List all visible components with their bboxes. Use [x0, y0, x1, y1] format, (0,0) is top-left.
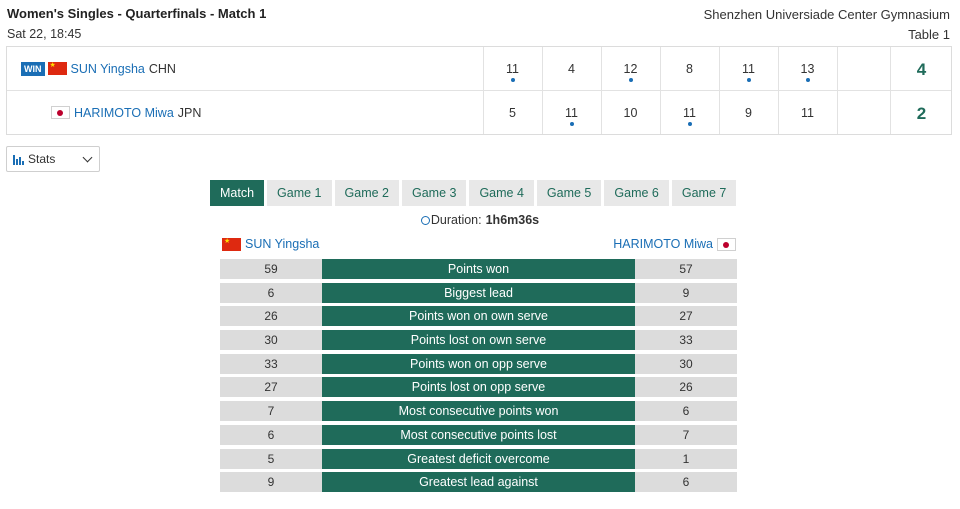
- stat-label: Points won on own serve: [322, 306, 635, 326]
- game-6-score: [778, 47, 836, 90]
- japan-flag-icon: [717, 238, 736, 251]
- game-score-value: 11: [565, 106, 578, 120]
- stat-left-value: 27: [220, 377, 322, 397]
- stats-right-player: [613, 237, 736, 251]
- bar-chart-icon: [13, 154, 24, 165]
- stat-left-value: 6: [220, 283, 322, 303]
- score-row-player-2: [7, 91, 951, 134]
- game-5-score: [719, 47, 777, 90]
- stat-row: [220, 283, 737, 303]
- stat-right-value: 6: [635, 472, 737, 492]
- china-flag-icon: [48, 62, 67, 75]
- tab-game-6[interactable]: Game 6: [604, 180, 668, 206]
- game-score-value: 11: [506, 62, 519, 76]
- stat-row: [220, 259, 737, 279]
- player-1-games-won: 4: [890, 47, 952, 90]
- stat-label: Most consecutive points lost: [322, 425, 635, 445]
- stats-table: [220, 259, 737, 496]
- stat-label: Most consecutive points won: [322, 401, 635, 421]
- game-4-score: [660, 91, 718, 134]
- duration-value: 1h6m36s: [485, 213, 540, 227]
- game-7-score: [837, 47, 895, 90]
- win-badge: WIN: [21, 62, 45, 76]
- stat-row: [220, 330, 737, 350]
- stat-right-value: 9: [635, 283, 737, 303]
- game-score-value: 11: [801, 106, 814, 120]
- tab-match[interactable]: Match: [210, 180, 264, 206]
- stat-label: Points lost on opp serve: [322, 377, 635, 397]
- tab-game-3[interactable]: Game 3: [402, 180, 466, 206]
- stat-left-value: 5: [220, 449, 322, 469]
- tab-game-5[interactable]: Game 5: [537, 180, 601, 206]
- game-won-dot-icon: [570, 122, 574, 126]
- tab-game-2[interactable]: Game 2: [335, 180, 399, 206]
- player-1-name-cell: [21, 47, 176, 90]
- game-3-score: [601, 47, 659, 90]
- stat-row: [220, 401, 737, 421]
- match-title: Women's Singles - Quarterfinals - Match 1: [7, 6, 267, 21]
- game-score-value: 12: [623, 62, 638, 76]
- game-score-value: 11: [742, 62, 755, 76]
- game-won-dot-icon: [806, 78, 810, 82]
- game-4-score: [660, 47, 718, 90]
- player-1-name-link[interactable]: SUN Yingsha: [70, 61, 145, 76]
- game-3-score: [601, 91, 659, 134]
- tab-game-4[interactable]: Game 4: [469, 180, 533, 206]
- stat-label: Points won: [322, 259, 635, 279]
- stats-dropdown[interactable]: [6, 146, 100, 172]
- stat-right-value: 57: [635, 259, 737, 279]
- stat-left-value: 7: [220, 401, 322, 421]
- game-1-score: [483, 91, 541, 134]
- chevron-down-icon: [83, 153, 93, 163]
- player-2-name-cell: [51, 91, 201, 134]
- stat-left-value: 9: [220, 472, 322, 492]
- stats-dropdown-label: Stats: [28, 152, 56, 166]
- game-1-score: [483, 47, 541, 90]
- stat-label: Points won on opp serve: [322, 354, 635, 374]
- score-row-player-1: [7, 47, 951, 91]
- game-2-score: [542, 47, 600, 90]
- stat-right-value: 1: [635, 449, 737, 469]
- match-duration: [0, 213, 960, 227]
- stat-right-value: 6: [635, 401, 737, 421]
- venue-name: Shenzhen Universiade Center Gymnasium: [703, 7, 950, 22]
- duration-label: Duration:: [430, 213, 482, 227]
- stat-row: [220, 306, 737, 326]
- stat-right-value: 33: [635, 330, 737, 350]
- japan-flag-icon: [51, 106, 70, 119]
- stat-left-value: 26: [220, 306, 322, 326]
- stat-right-value: 27: [635, 306, 737, 326]
- stat-row: [220, 472, 737, 492]
- stat-row: [220, 354, 737, 374]
- game-score-value: 8: [686, 62, 693, 76]
- stat-label: Biggest lead: [322, 283, 635, 303]
- game-5-score: [719, 91, 777, 134]
- game-won-dot-icon: [747, 78, 751, 82]
- table-number: Table 1: [908, 27, 950, 42]
- game-7-score: [837, 91, 895, 134]
- game-2-score: [542, 91, 600, 134]
- stat-left-value: 6: [220, 425, 322, 445]
- game-won-dot-icon: [629, 78, 633, 82]
- stats-left-player: [222, 237, 319, 251]
- stat-left-value: 30: [220, 330, 322, 350]
- game-6-score: [778, 91, 836, 134]
- tab-game-1[interactable]: Game 1: [267, 180, 331, 206]
- stats-right-player-link[interactable]: HARIMOTO Miwa: [613, 237, 713, 251]
- stat-right-value: 7: [635, 425, 737, 445]
- stat-left-value: 59: [220, 259, 322, 279]
- game-won-dot-icon: [688, 122, 692, 126]
- stat-left-value: 33: [220, 354, 322, 374]
- game-score-value: 10: [623, 106, 638, 120]
- game-score-value: 9: [745, 106, 752, 120]
- stat-label: Points lost on own serve: [322, 330, 635, 350]
- player-2-name-link[interactable]: HARIMOTO Miwa: [74, 105, 174, 120]
- game-score-value: 4: [568, 62, 575, 76]
- stat-row: [220, 425, 737, 445]
- stats-left-player-link[interactable]: SUN Yingsha: [245, 237, 320, 251]
- stat-row: [220, 377, 737, 397]
- tab-game-7[interactable]: Game 7: [672, 180, 736, 206]
- player-1-nation: CHN: [148, 61, 176, 76]
- scoreboard: [6, 46, 952, 135]
- player-2-games-won: 2: [890, 91, 952, 134]
- stat-right-value: 26: [635, 377, 737, 397]
- match-datetime: Sat 22, 18:45: [7, 27, 82, 41]
- game-score-value: 13: [800, 62, 815, 76]
- china-flag-icon: [222, 238, 241, 251]
- stat-label: Greatest deficit overcome: [322, 449, 635, 469]
- clock-icon: [421, 216, 430, 225]
- stat-right-value: 30: [635, 354, 737, 374]
- player-2-nation: JPN: [177, 105, 202, 120]
- stat-label: Greatest lead against: [322, 472, 635, 492]
- stat-row: [220, 449, 737, 469]
- game-won-dot-icon: [511, 78, 515, 82]
- game-score-value: 11: [683, 106, 696, 120]
- game-score-value: 5: [509, 106, 516, 120]
- game-tabs: [210, 180, 736, 206]
